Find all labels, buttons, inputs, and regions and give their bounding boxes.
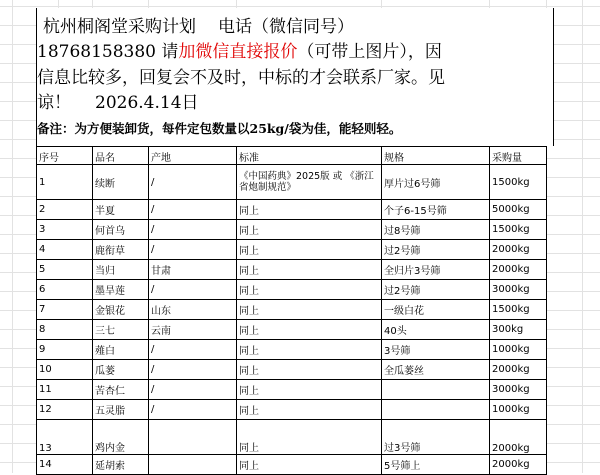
row-standard: 同上 (237, 455, 382, 475)
table-row (37, 455, 547, 475)
row-name: 墨旱莲 (93, 280, 149, 300)
row-spec: 过2号筛 (382, 240, 490, 260)
row-standard: 同上 (237, 280, 382, 300)
row-quantity: 2000kg (490, 260, 547, 280)
row-quantity: 2000kg (490, 455, 547, 475)
phone-label: 电话（微信同号） (218, 17, 354, 37)
row-origin: 甘肃 (149, 260, 237, 280)
row-origin: 山东 (149, 300, 237, 320)
phone-number: 18768158380 请 (37, 42, 179, 62)
row-no: 14 (37, 455, 93, 475)
table-row (37, 400, 547, 420)
table-row (37, 340, 547, 360)
row-no: 1 (37, 165, 93, 200)
date-line (37, 88, 199, 113)
row-quantity: 1500kg (490, 165, 547, 200)
row-standard: 同上 (237, 400, 382, 420)
company-title: 杭州桐阁堂采购计划 (43, 17, 196, 37)
table-row (37, 380, 547, 400)
row-name: 鸡内金 (93, 420, 149, 455)
table-row (37, 300, 547, 320)
row-origin: / (149, 360, 237, 380)
grid-line (582, 0, 583, 473)
row-standard: 同上 (237, 260, 382, 280)
apology-text: 谅！ (37, 93, 71, 113)
row-name: 鹿衔草 (93, 240, 149, 260)
row-spec: 全瓜蒌丝 (382, 360, 490, 380)
row-standard: 同上 (237, 360, 382, 380)
row-spec: 一级白花 (382, 300, 490, 320)
row-origin: / (149, 340, 237, 360)
row-no: 2 (37, 200, 93, 220)
purchase-table (36, 146, 547, 475)
row-name: 半夏 (93, 200, 149, 220)
row-no: 5 (37, 260, 93, 280)
row-no: 12 (37, 400, 93, 420)
row-quantity: 1500kg (490, 220, 547, 240)
row-name: 瓜蒌 (93, 360, 149, 380)
table-row (37, 320, 547, 340)
row-quantity: 2000kg (490, 420, 547, 455)
row-standard: 同上 (237, 420, 382, 455)
row-standard: 同上 (237, 220, 382, 240)
row-origin: / (149, 240, 237, 260)
header-spec: 规格 (382, 147, 490, 165)
grid-line (0, 6, 600, 7)
header-quantity: 采购量 (490, 147, 547, 165)
row-origin: / (149, 220, 237, 240)
row-spec: 40头 (382, 320, 490, 340)
table-header-row (37, 147, 547, 165)
row-spec: 过2号筛 (382, 280, 490, 300)
row-spec: 全归片3号筛 (382, 260, 490, 280)
row-name: 薤白 (93, 340, 149, 360)
row-standard: 同上 (237, 200, 382, 220)
table-row (37, 260, 547, 280)
row-origin (149, 455, 237, 475)
row-no: 11 (37, 380, 93, 400)
table-row (37, 165, 547, 200)
row-quantity: 2000kg (490, 240, 547, 260)
purchase-plan-header (36, 8, 554, 146)
row-no: 13 (37, 420, 93, 455)
header-name: 品名 (93, 147, 149, 165)
row-standard: 同上 (237, 320, 382, 340)
row-spec (382, 400, 490, 420)
table-row (37, 220, 547, 240)
row-origin (149, 420, 237, 455)
table-row (37, 420, 547, 455)
row-spec: 过3号筛 (382, 420, 490, 455)
row-quantity: 1000kg (490, 340, 547, 360)
row-quantity: 300kg (490, 320, 547, 340)
row-origin: / (149, 165, 237, 200)
row-name: 苦杏仁 (93, 380, 149, 400)
row-standard: 同上 (237, 240, 382, 260)
title-line (43, 12, 354, 37)
row-no: 10 (37, 360, 93, 380)
row-origin: / (149, 400, 237, 420)
packing-note: 备注：为方便装卸货，每件定包数量以25kg/袋为佳，能轻则轻。 (37, 121, 402, 136)
row-no: 4 (37, 240, 93, 260)
image-note: （可带上图片），因 (297, 42, 442, 62)
row-standard: 同上 (237, 300, 382, 320)
row-name: 五灵脂 (93, 400, 149, 420)
row-name: 何首乌 (93, 220, 149, 240)
header-standard: 标准 (237, 147, 382, 165)
row-quantity: 2000kg (490, 360, 547, 380)
row-no: 7 (37, 300, 93, 320)
row-origin: / (149, 200, 237, 220)
row-quantity: 3000kg (490, 380, 547, 400)
row-origin: / (149, 280, 237, 300)
quote-instruction: 加微信直接报价 (178, 42, 298, 62)
row-spec: 过8号筛 (382, 220, 490, 240)
header-origin: 产地 (149, 147, 237, 165)
row-name: 三七 (93, 320, 149, 340)
row-standard: 同上 (237, 340, 382, 360)
row-name: 金银花 (93, 300, 149, 320)
table-row (37, 200, 547, 220)
table-row (37, 240, 547, 260)
row-standard: 同上 (237, 380, 382, 400)
row-spec: 5号筛上 (382, 455, 490, 475)
row-name: 延胡索 (93, 455, 149, 475)
row-origin: / (149, 380, 237, 400)
row-no: 9 (37, 340, 93, 360)
row-no: 8 (37, 320, 93, 340)
row-name: 续断 (93, 165, 149, 200)
row-spec (382, 380, 490, 400)
row-origin: 云南 (149, 320, 237, 340)
contact-line (37, 37, 442, 62)
row-standard: 《中国药典》2025版 或 《浙江省炮制规范》 (237, 165, 382, 200)
row-name: 当归 (93, 260, 149, 280)
row-spec: 个子6-15号筛 (382, 200, 490, 220)
row-quantity: 3000kg (490, 280, 547, 300)
row-quantity: 1000kg (490, 400, 547, 420)
row-spec: 厚片过6号筛 (382, 165, 490, 200)
row-no: 3 (37, 220, 93, 240)
row-no: 6 (37, 280, 93, 300)
table-row (37, 360, 547, 380)
header-no: 序号 (37, 147, 93, 165)
table-row (37, 280, 547, 300)
row-quantity: 1500kg (490, 300, 547, 320)
info-line: 信息比较多，回复会不及时，中标的才会联系厂家。见 (37, 68, 445, 88)
grid-line (12, 0, 13, 473)
plan-date: 2026.4.14日 (95, 93, 199, 113)
row-spec: 3号筛 (382, 340, 490, 360)
row-quantity: 5000kg (490, 200, 547, 220)
